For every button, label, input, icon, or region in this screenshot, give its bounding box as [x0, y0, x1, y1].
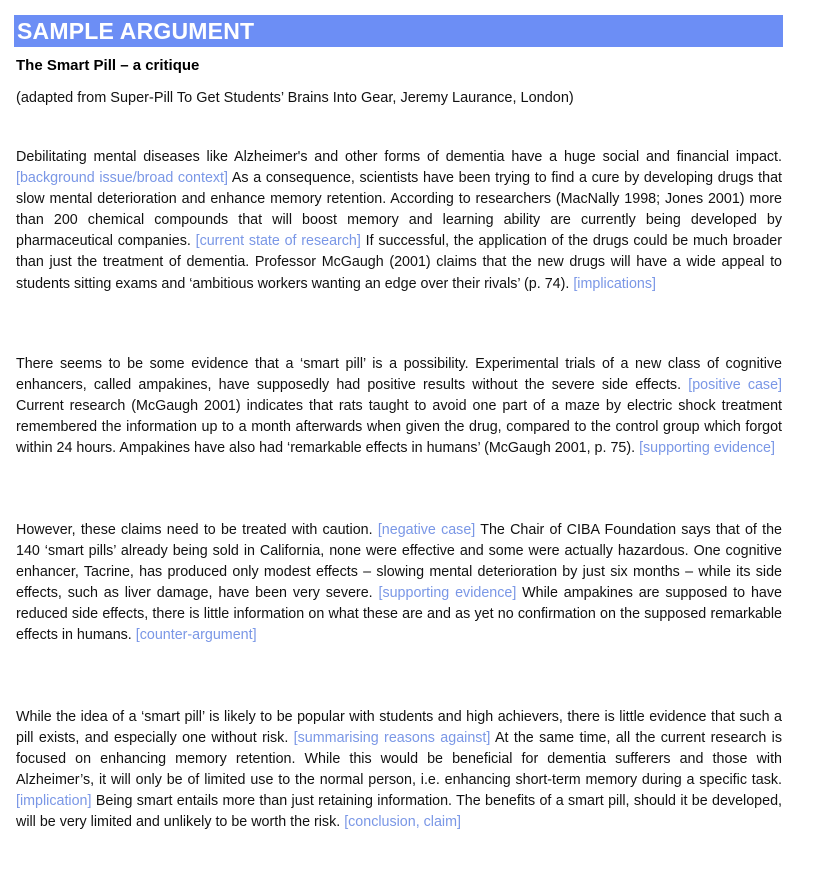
body-text: Debilitating mental diseases like Alzheimer's and other forms of dementia have a huge social and financial impact.: [16, 149, 782, 165]
body-text: While ampakines are supposed to have reduced side effects, there is little information on what these are and as yet no confirmation on the supposed remarkable effects in humans.: [16, 585, 782, 644]
body-text: However, these claims need to be treated with caution.: [16, 522, 378, 538]
paragraph-positive-case: [16, 354, 782, 459]
annotation-label: [positive case]: [688, 377, 782, 394]
body-text: While the idea of a ‘smart pill’ is likely to be popular with students and high achievers, there is little evidence that such a pill exists, and especially one without risk.: [16, 709, 782, 747]
annotation-label: [negative case]: [377, 522, 476, 538]
paragraph-negative-case: [16, 520, 782, 647]
annotation-label: [current state of research]: [195, 233, 361, 250]
annotation-label: [counter-argument]: [135, 627, 257, 644]
document-subtitle: The Smart Pill – a critique: [16, 57, 200, 74]
body-text: As a consequence, scientists have been trying to find a cure by developing drugs that slow mental deterioration and enhance memory retention. According to researchers (MacNally 1998; Jones 2001) more than 200 chemical compounds that will boost memory and learning ability are currently being developed by pharmaceutical companies.: [16, 170, 782, 250]
annotation-label: [supporting evidence]: [639, 440, 775, 457]
source-citation: (adapted from Super-Pill To Get Students’ Brains Into Gear, Jeremy Laurance, London): [16, 90, 574, 106]
annotation-label: [implications]: [573, 275, 656, 292]
title-banner: [14, 15, 783, 47]
paragraph-introduction: [16, 147, 782, 295]
paragraph-conclusion: [16, 707, 782, 834]
body-text: There seems to be some evidence that a ‘smart pill’ is a possibility. Experimental trials of a new class of cognitive enhancers, called ampakines, have supposedly had positive results without the severe side effects.: [16, 356, 782, 394]
body-text: If successful, the application of the drugs could be much broader than just the treatment of dementia. Professor McGaugh (2001) claims that the new drugs will have a wide appeal to students sitting exams and ‘ambitious workers wanting an edge over their rivals’ (p. 74).: [16, 233, 782, 292]
annotation-label: [summarising reasons against]: [293, 730, 491, 747]
annotation-label: [supporting evidence]: [378, 585, 517, 602]
page-title: SAMPLE ARGUMENT: [17, 18, 255, 44]
annotation-label: [background issue/broad context]: [16, 170, 228, 187]
body-text: Current research (McGaugh 2001) indicates that rats taught to avoid one part of a maze by electric shock treatment remembered the information up to a month afterwards when given the drug, compared to the control group which forgot within 24 hours. Ampakines have also had ‘remarkable effects in humans’ (McGaugh 2001, p. 75).: [16, 398, 782, 457]
body-text: At the same time, all the current research is focused on enhancing memory retention. While this would be beneficial for dementia sufferers and those with Alzheimer’s, it will only be of limited use to the normal person, i.e. enhancing short-term memory during a specific task.: [16, 730, 782, 789]
body-text: The Chair of CIBA Foundation says that of the 140 ‘smart pills’ already being sold in California, none were effective and some were actually hazardous. One cognitive enhancer, Tacrine, has produced only modest effects – slowing mental deterioration by just six months – while its side effects, such as liver damage, have been very severe.: [16, 522, 782, 602]
annotation-label: [conclusion, claim]: [344, 814, 461, 831]
annotation-label: [implication]: [16, 793, 92, 810]
body-text: Being smart entails more than just retaining information. The benefits of a smart pill, should it be developed, will be very limited and unlikely to be worth the risk.: [16, 793, 782, 831]
